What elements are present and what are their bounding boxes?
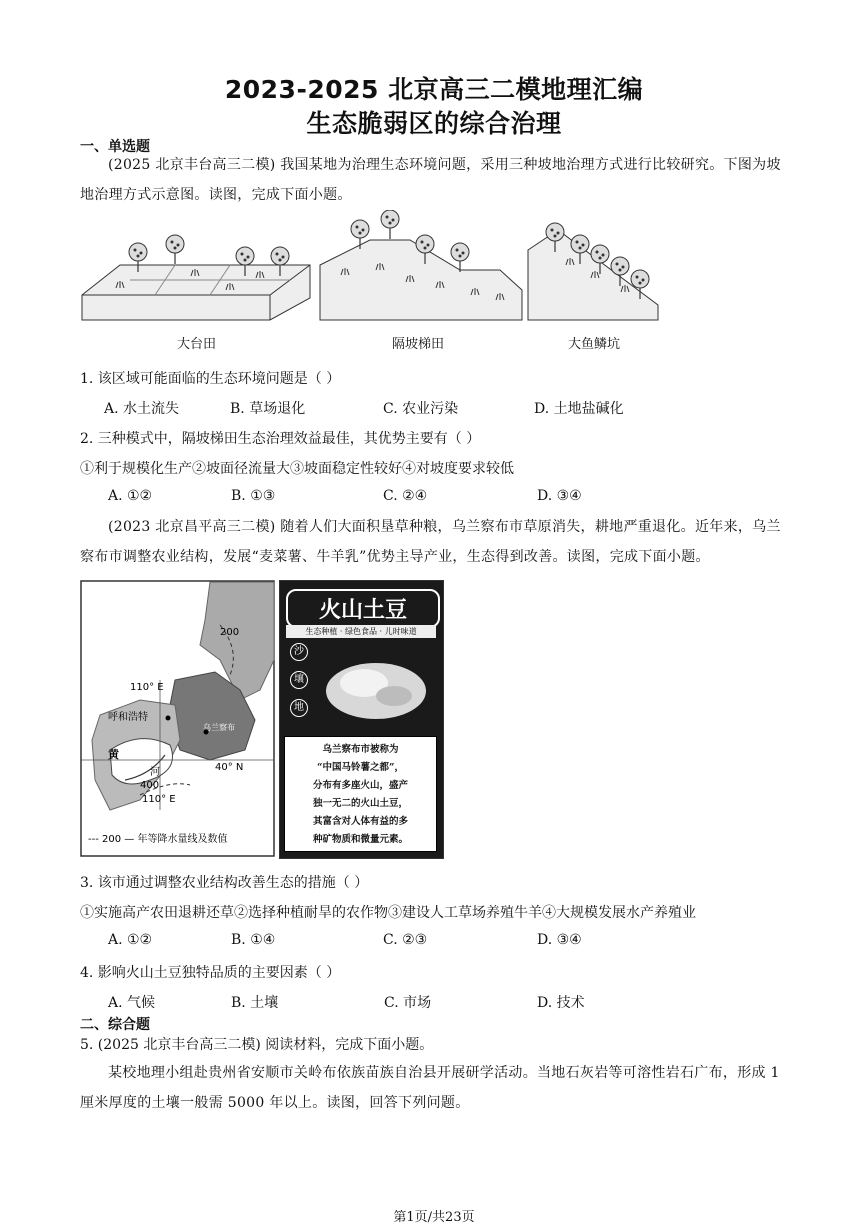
map-label-40n: 40° N xyxy=(215,762,244,773)
poster-side-char-2: 壤 xyxy=(290,671,308,689)
q1-option-a: A. 水土流失 xyxy=(104,401,180,417)
poster-title: 火山土豆 xyxy=(286,589,440,628)
poster-side-char-1: 沙 xyxy=(290,643,308,661)
poster-side-char-3: 地 xyxy=(290,699,308,717)
map-label-he: 河 xyxy=(150,767,160,778)
map-legend: --- 200 — 年等降水量线及数值 xyxy=(88,834,228,845)
caption-interval-terrace: 隔坡梯田 xyxy=(392,337,445,352)
ulanqab-map xyxy=(80,580,275,857)
poster-body-line-4: 独一无二的火山土豆， xyxy=(312,798,408,809)
caption-terrace-field: 大台田 xyxy=(177,337,217,352)
question-5-stem: 5. (2025 北京丰台高三二模) 阅读材料，完成下面小题。 xyxy=(80,1037,434,1053)
slope-treatment-figure xyxy=(80,210,670,335)
section-heading-comprehensive: 二、综合题 xyxy=(80,1017,150,1033)
poster-body xyxy=(284,736,437,852)
q3-option-c: C. ②③ xyxy=(383,932,428,948)
map-label-110e-bottom: 110° E xyxy=(142,794,176,805)
map-label-110e-top: 110° E xyxy=(130,682,164,693)
q1-option-c: C. 农业污染 xyxy=(383,401,459,417)
caption-fish-scale-pit: 大鱼鳞坑 xyxy=(568,337,621,352)
poster-body-line-2: “中国马铃薯之都”， xyxy=(317,762,404,773)
q1-option-b: B. 草场退化 xyxy=(230,401,306,417)
q3-option-a: A. ①② xyxy=(108,932,153,948)
question-2-statements: ①利于规模化生产②坡面径流量大③坡面稳定性较好④对坡度要求较低 xyxy=(80,461,514,477)
q4-option-b: B. 土壤 xyxy=(231,995,279,1011)
q2-option-d: D. ③④ xyxy=(537,488,582,504)
q2-option-a: A. ①② xyxy=(108,488,153,504)
poster-body-line-3: 分布有多座火山，盛产 xyxy=(312,780,408,791)
map-label-200: 200 xyxy=(220,627,240,638)
page-number: 第1页/共23页 xyxy=(393,1210,475,1225)
question-2-stem: 2. 三种模式中，隔坡梯田生态治理效益最佳，其优势主要有（ ） xyxy=(80,431,481,447)
map-label-huang: 黄 xyxy=(108,748,119,761)
question-5-material: 某校地理小组赴贵州省安顺市关岭布依族苗族自治县开展研学活动。当地石灰岩等可溶性岩石广布，形成 1 厘米厚度的土壤一般需 5000 年以上。读图，回答下列问题。 xyxy=(80,1065,780,1111)
q3-option-d: D. ③④ xyxy=(537,932,582,948)
map-label-400: 400 xyxy=(140,780,160,791)
interval-terrace-diagram xyxy=(320,210,522,320)
poster-body-line-1: 乌兰察布市被称为 xyxy=(322,744,399,755)
q1-option-d: D. 土地盐碱化 xyxy=(534,401,624,417)
question-4-stem: 4. 影响火山土豆独特品质的主要因素（ ） xyxy=(80,965,341,981)
question-3-statements: ①实施高产农田退耕还草②选择种植耐旱的农作物③建设人工草场养殖牛羊④大规模发展水产养殖业 xyxy=(80,905,696,921)
intro-paragraph-2: (2023 北京昌平高三二模) 随着人们大面积垦草种粮，乌兰察布市草原消失，耕地严重退化。近年来，乌兰察布市调整农业结构，发展“麦菜薯、牛羊乳”优势主导产业，生态得到改善。读图，完成下面小题。 xyxy=(80,519,781,565)
q4-option-c: C. 市场 xyxy=(384,995,432,1011)
section-heading-single-choice: 一、单选题 xyxy=(80,139,150,155)
page-subtitle: 生态脆弱区的综合治理 xyxy=(306,109,562,138)
q3-option-b: B. ①④ xyxy=(231,932,276,948)
potato-photo xyxy=(314,641,438,731)
page-title: 2023-2025 北京高三二模地理汇编 xyxy=(224,75,644,104)
poster-tagline: 生态种植 · 绿色食品 · 儿时味道 xyxy=(286,625,436,638)
q4-option-d: D. 技术 xyxy=(537,995,585,1011)
poster-body-line-6: 种矿物质和微量元素。 xyxy=(312,834,408,845)
q4-option-a: A. 气候 xyxy=(108,995,156,1011)
map-label-hohhot: 呼和浩特 xyxy=(108,712,148,723)
terrace-field-diagram xyxy=(82,235,310,320)
question-3-stem: 3. 该市通过调整农业结构改善生态的措施（ ） xyxy=(80,875,369,891)
q2-option-b: B. ①③ xyxy=(231,488,276,504)
map-label-ulanqab: 乌兰察布 xyxy=(203,723,235,732)
q2-option-c: C. ②④ xyxy=(383,488,428,504)
fish-scale-pit-diagram xyxy=(528,223,658,320)
intro-paragraph-1: (2025 北京丰台高三二模) 我国某地为治理生态环境问题，采用三种坡地治理方式进行比较研究。下图为坡地治理方式示意图。读图，完成下面小题。 xyxy=(80,157,781,203)
volcanic-potato-poster xyxy=(279,580,444,859)
poster-body-line-5: 其富含对人体有益的多 xyxy=(312,816,408,827)
question-1-stem: 1. 该区域可能面临的生态环境问题是（ ） xyxy=(80,371,341,387)
